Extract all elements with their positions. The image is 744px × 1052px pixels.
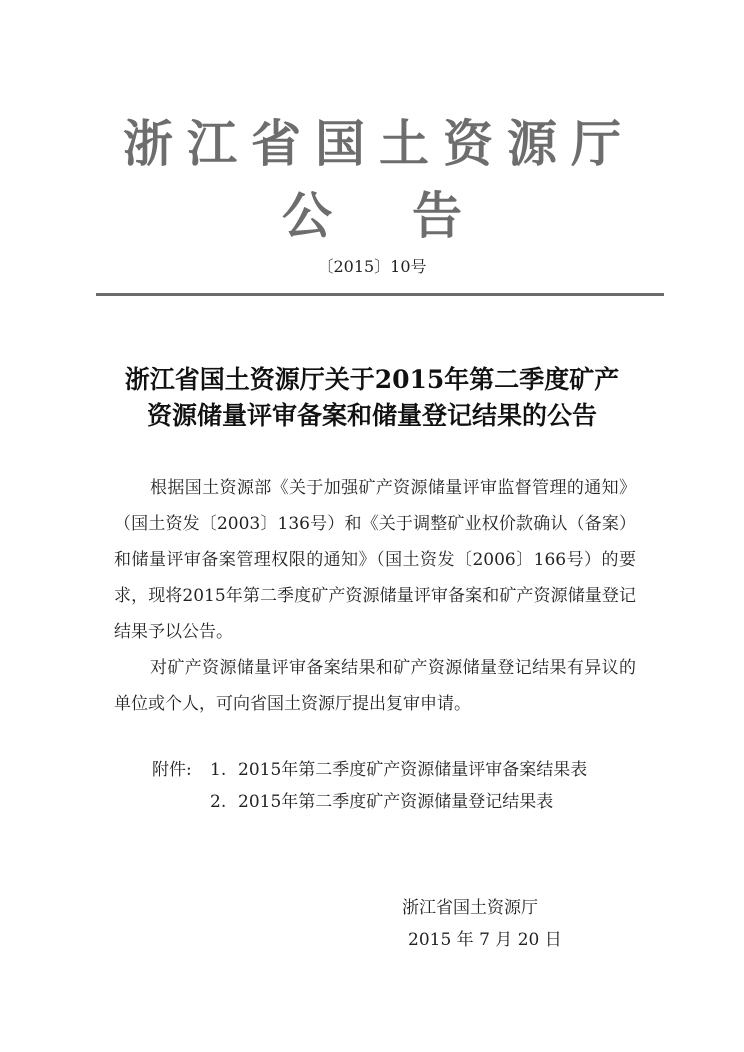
signature-date: 2015 年 7 月 20 日 [408, 930, 562, 950]
body-paragraph-2: 对矿产资源储量评审备案结果和矿产资源储量登记结果有异议的单位或个人，可向省国土资源厅提出复审申请。 [114, 658, 636, 714]
attachment-number: 1. [210, 760, 227, 780]
attachment-title: 2015年第二季度矿产资源储量登记结果表 [238, 792, 554, 812]
attachments-label: 附件: [152, 760, 192, 780]
attachment-item-2 [152, 786, 652, 818]
document-body [114, 470, 636, 722]
title-line-2: 资源储量评审备案和储量登记结果的公告 [146, 401, 597, 430]
attachments-list [152, 754, 652, 818]
attachment-number: 2. [210, 792, 227, 812]
signature-block [396, 892, 636, 956]
attachment-title: 2015年第二季度矿产资源储量评审备案结果表 [238, 760, 588, 780]
attachment-item-1 [152, 754, 652, 786]
document-number: 〔2015〕10号 [317, 257, 427, 276]
header-divider [96, 293, 664, 296]
body-paragraph-1: 根据国土资源部《关于加强矿产资源储量评审监督管理的通知》（国土资发〔2003〕136号）和《关于调整矿业权价款确认（备案）和储量评审备案管理权限的通知》（国土资发〔2006〕166号）的要求，现将2015年第二季度矿产资源储量评审备案和矿产资源储量登记结果予以公告。 [114, 478, 636, 642]
title-line-1: 浙江省国土资源厅关于2015年第二季度矿产 [124, 365, 620, 394]
document-title [0, 362, 744, 434]
issuing-organization: 浙江省国土资源厅 [123, 114, 635, 173]
document-type: 公告 [282, 186, 542, 245]
signature-organization: 浙江省国土资源厅 [402, 898, 538, 918]
